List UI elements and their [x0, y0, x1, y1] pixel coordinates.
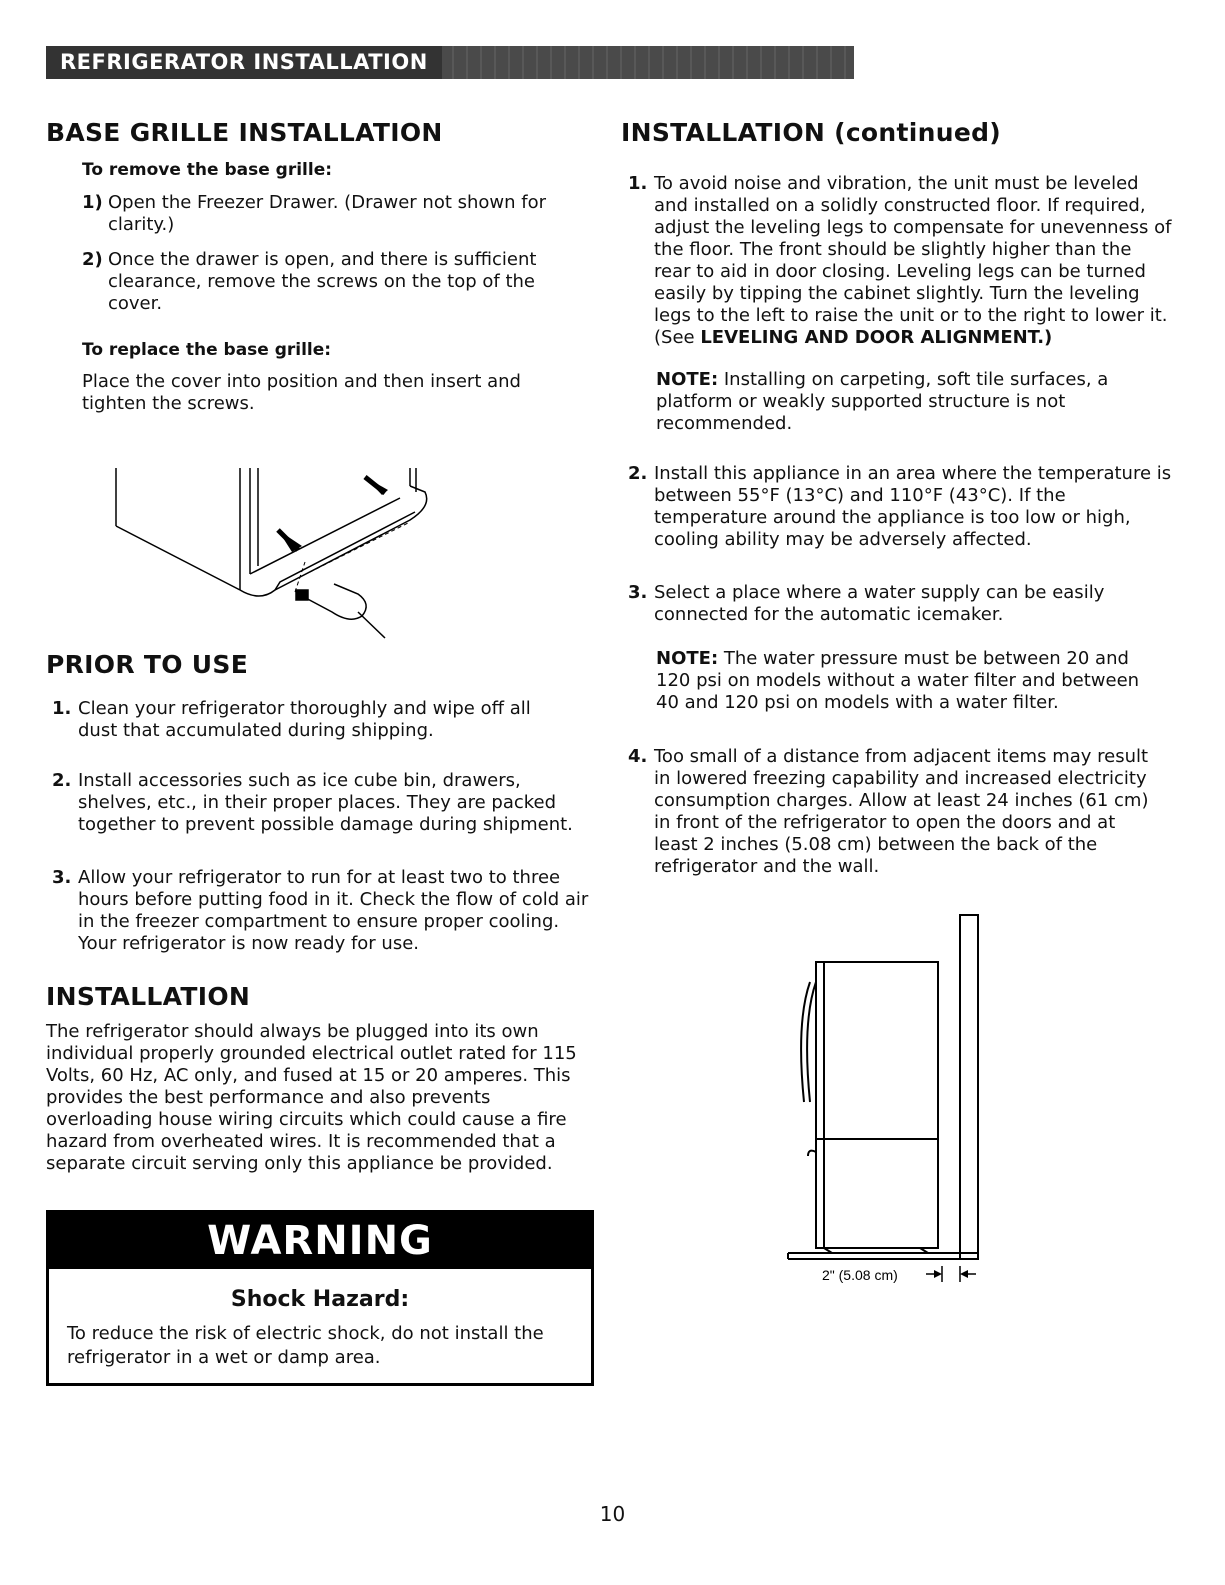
warning-title: WARNING	[49, 1213, 591, 1269]
list-item: 1. Clean your refrigerator thoroughly and wipe off all dust that accumulated during shipping.	[52, 698, 531, 741]
list-item: 3. Select a place where a water supply can be easily connected for the automatic icemaker.	[628, 582, 1105, 625]
section-banner	[46, 46, 854, 79]
installation-heading: INSTALLATION	[46, 982, 251, 1011]
banner-title: REFRIGERATOR INSTALLATION	[46, 46, 442, 79]
replace-grille-text: Place the cover into position and then insert and tighten the screws.	[82, 371, 521, 414]
list-item: 3. Allow your refrigerator to run for at least two to three hours before putting food in it. Check the flow of cold air in the freezer compartment to ensure proper cooling. Your refrigerator is now ready for use.	[52, 867, 589, 954]
list-item: 1. To avoid noise and vibration, the unit must be leveled and installed on a solidly constructed floor. If required, adjust the leveling legs to compensate for unevenness of the floor. The front should be slightly higher than the rear to aid in door closing. Leveling legs can be turned easily by tipping the cabinet slightly. Turn the leveling legs to the left to raise the unit or to the right to lower it. (See LEVELING AND DOOR ALIGNMENT.)	[628, 173, 1172, 348]
warning-box	[46, 1210, 594, 1386]
prior-to-use-heading: PRIOR TO USE	[46, 650, 249, 679]
list-item: 2) Once the drawer is open, and there is sufficient clearance, remove the screws on the top of the cover.	[82, 249, 537, 314]
note-water-pressure: NOTE: The water pressure must be between 20 and 120 psi on models without a water filter and between 40 and 120 psi on models with a water filter.	[656, 648, 1140, 713]
warning-subtitle: Shock Hazard:	[230, 1287, 410, 1312]
base-grille-illustration	[110, 462, 440, 642]
replace-grille-title: To replace the base grille:	[82, 340, 332, 360]
installation-text: The refrigerator should always be plugged into its own individual properly grounded electrical outlet rated for 115 Volts, 60 Hz, AC only, and fused at 15 or 20 amperes. This provides the best performance and also prevents overloading house wiring circuits which could cause a fire hazard from overheated wires. It is recommended that a separate circuit serving only this appliance be provided.	[46, 1021, 577, 1174]
installation-continued-heading: INSTALLATION (continued)	[621, 118, 1002, 147]
list-item: 2. Install accessories such as ice cube bin, drawers, shelves, etc., in their proper places. They are packed together to prevent possible damage during shipment.	[52, 770, 573, 835]
note-carpeting: NOTE: Installing on carpeting, soft tile surfaces, a platform or weakly supported structure is not recommended.	[656, 369, 1109, 434]
clearance-label: 2" (5.08 cm)	[822, 1267, 898, 1283]
list-item: 1) Open the Freezer Drawer. (Drawer not shown for clarity.)	[82, 192, 547, 235]
remove-grille-title: To remove the base grille:	[82, 160, 333, 180]
list-item: 2. Install this appliance in an area where the temperature is between 55°F (13°C) and 110°F (43°C). If the temperature around the appliance is too low or high, cooling ability may be adversely affected.	[628, 463, 1172, 550]
base-grille-heading: BASE GRILLE INSTALLATION	[46, 118, 443, 147]
wall-clearance-illustration	[780, 912, 1010, 1302]
list-item: 4. Too small of a distance from adjacent items may result in lowered freezing capability and increased electricity consumption charges. Allow at least 24 inches (61 cm) in front of the refrigerator to open the doors and at least 2 inches (5.08 cm) between the back of the refrigerator and the wall.	[628, 746, 1149, 877]
warning-text: To reduce the risk of electric shock, do not install the refrigerator in a wet or damp area.	[67, 1323, 544, 1368]
page-number: 10	[599, 1502, 626, 1526]
